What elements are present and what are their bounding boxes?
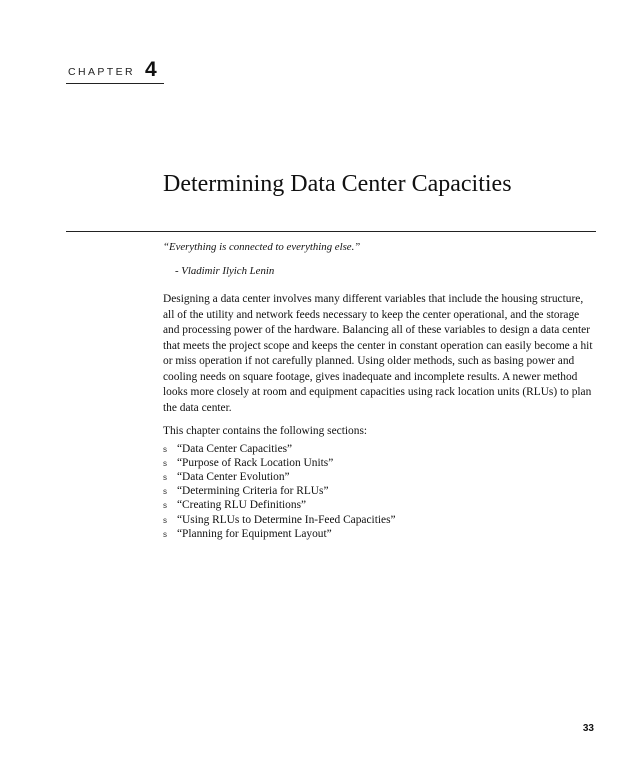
chapter-rule — [66, 83, 164, 84]
bullet-icon: s — [163, 472, 167, 482]
intro-paragraph: Designing a data center involves many different variables that include the housing structure, all of the utility and network feeds necessary to keep the center operational, and the storage and processing power of the hardware. Balancing all of these variables to design a data center that meets the project scope and keeps the center in constant operation can easily become a hit or miss operation if not carefully planned. Using older methods, such as basing power and cooling needs on square footage, gives inadequate and incomplete results. A newer method looks more closely at room and equipment capacities using rack location units (RLUs) to plan the data center. — [163, 293, 593, 414]
list-item — [163, 456, 595, 470]
list-item — [163, 470, 595, 484]
bullet-icon: s — [163, 501, 167, 511]
section-link[interactable]: “Data Center Capacities” — [177, 442, 293, 455]
section-link[interactable]: “Using RLUs to Determine In-Feed Capacities” — [177, 513, 396, 526]
section-list — [163, 442, 595, 541]
list-item — [163, 513, 595, 527]
bullet-icon: s — [163, 487, 167, 497]
list-item — [163, 484, 595, 498]
sections-intro: This chapter contains the following sections: — [163, 425, 368, 437]
list-item — [163, 442, 595, 456]
section-link[interactable]: “Data Center Evolution” — [177, 470, 290, 483]
title-rule — [66, 231, 596, 232]
bullet-icon: s — [163, 444, 167, 454]
bullet-icon: s — [163, 458, 167, 468]
list-item — [163, 527, 595, 541]
chapter-label: CHAPTER — [68, 66, 135, 78]
bullet-icon: s — [163, 529, 167, 539]
epigraph-attribution: - Vladimir Ilyich Lenin — [175, 264, 275, 277]
bullet-icon: s — [163, 515, 167, 525]
chapter-title: Determining Data Center Capacities — [163, 171, 512, 197]
list-item — [163, 498, 595, 512]
section-link[interactable]: “Creating RLU Definitions” — [177, 499, 307, 512]
page-number: 33 — [582, 723, 594, 734]
section-link[interactable]: “Purpose of Rack Location Units” — [177, 456, 334, 469]
epigraph-quote: “Everything is connected to everything else.” — [163, 241, 361, 253]
chapter-number: 4 — [145, 58, 157, 81]
chapter-body — [163, 240, 595, 541]
section-link[interactable]: “Determining Criteria for RLUs” — [177, 485, 329, 498]
section-link[interactable]: “Planning for Equipment Layout” — [177, 527, 332, 540]
